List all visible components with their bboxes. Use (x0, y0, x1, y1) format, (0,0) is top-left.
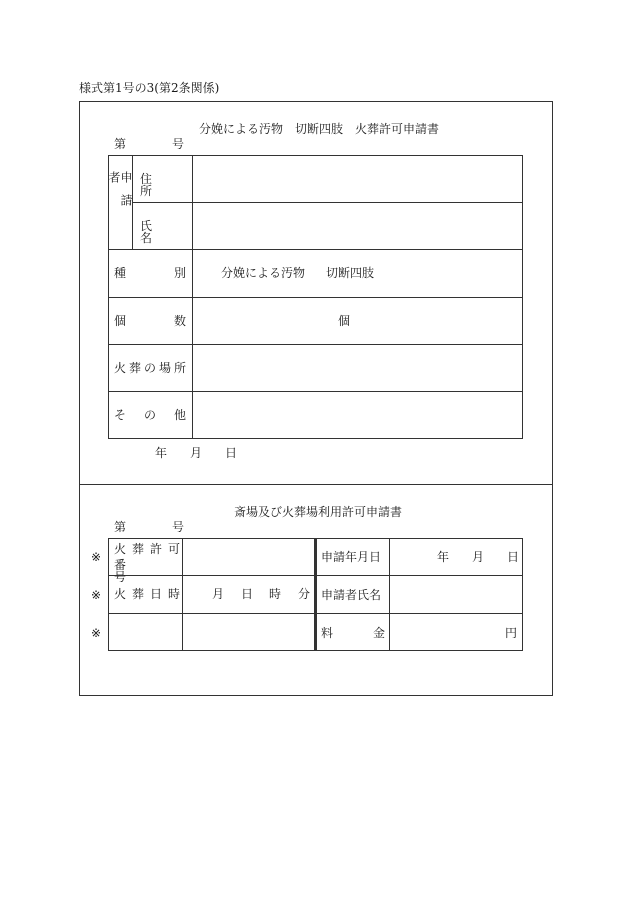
permit-label-1: 火葬許可 (114, 542, 187, 556)
applicant-chars: 申請者 (107, 171, 133, 217)
count-unit: 個 (338, 314, 351, 328)
section1-number-dai: 第 (114, 137, 127, 151)
mark-row2: ※ (91, 588, 102, 602)
date-month: 月 (190, 446, 203, 460)
section2-number-go: 号 (172, 520, 185, 534)
section1-title: 分娩による汚物 切断四肢 火葬許可申請書 (199, 122, 440, 136)
cremation-datetime-label: 火葬日時 (114, 587, 187, 601)
date-year: 年 (155, 446, 168, 460)
applicant-vertical-label (108, 171, 132, 233)
section1-number-go: 号 (172, 137, 185, 151)
date-day: 日 (225, 446, 238, 460)
form-label: 様式第1号の3(第2条関係) (79, 81, 220, 95)
place-label: 火葬の場所 (114, 361, 190, 375)
type-value-1: 分娩による汚物 (221, 266, 306, 280)
ad-year: 年 (437, 550, 450, 564)
other-label: その他 (114, 408, 205, 422)
dt-minute: 分 (298, 587, 311, 601)
type-value-2: 切断四肢 (326, 266, 375, 280)
ad-month: 月 (472, 550, 485, 564)
fee-label: 料金 (321, 626, 426, 640)
section2-number-dai: 第 (114, 520, 127, 534)
type-label: 種別 (114, 266, 235, 280)
mark-row1: ※ (91, 550, 102, 564)
dt-hour: 時 (269, 587, 282, 601)
address-label: 住所 (140, 172, 177, 198)
name-label: 氏名 (140, 219, 177, 245)
dt-month: 月 (212, 587, 225, 601)
permit-label-2: 番号 (114, 558, 165, 584)
apply-date-label: 申請年月日 (321, 550, 382, 564)
ad-day: 日 (507, 550, 520, 564)
section-divider (79, 484, 553, 485)
mark-row3: ※ (91, 626, 102, 640)
fee-unit: 円 (505, 626, 518, 640)
applicant-name-label: 申請者氏名 (321, 588, 382, 602)
count-label: 個数 (114, 314, 235, 328)
section2-title: 斎場及び火葬場利用許可申請書 (234, 505, 403, 519)
dt-day: 日 (241, 587, 254, 601)
